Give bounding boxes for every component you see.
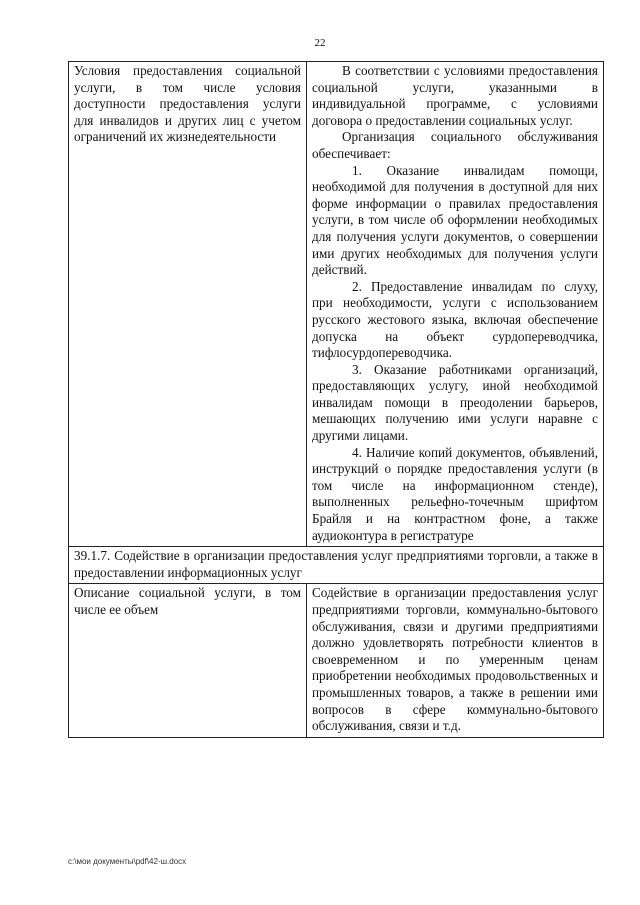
row-label-description: Описание социальной услуги, в том числе ее объем bbox=[69, 584, 307, 737]
paragraph-item-1: 1. Оказание инвалидам помощи, необходимой для получения в доступной для них форме информации о правилах предоставления услуги, в том числе об оформлении необходимых для получения услуги документов, о совершении ими других необходимых для получения услуги действий. bbox=[312, 162, 598, 278]
row-label-conditions: Условия предоставления социальной услуги, в том числе условия доступности предоставления услуги для инвалидов и других лиц с учетом ограничений их жизнедеятельности bbox=[69, 62, 307, 547]
paragraph-item-3: 3. Оказание работниками организаций, предоставляющих услугу, иной необходимой инвалидам помощи в преодолении барьеров, мешающих получению ими услуги наравне с другими лицами. bbox=[312, 361, 598, 444]
paragraph-item-4: 4. Наличие копий документов, объявлений, инструкций о порядке предоставления услуги (в том числе на информационном стенде), выполненных рельефно-точечным шрифтом Брайля и на контрастном фоне, а также аудиоконтура в регистратуре bbox=[312, 444, 598, 543]
table-row bbox=[69, 584, 604, 737]
paragraph-item-2: 2. Предоставление инвалидам по слуху, при необходимости, услуги с использованием русского жестового языка, включая обеспечение допуска на объект сурдопереводчика, тифлосурдопереводчика. bbox=[312, 278, 598, 361]
row-value-conditions bbox=[307, 62, 604, 547]
table-row bbox=[69, 547, 604, 584]
footer-file-path: c:\мои документы\pdf\42-ш.docx bbox=[68, 857, 187, 866]
table-row bbox=[69, 62, 604, 547]
page-number: 22 bbox=[314, 37, 326, 49]
paragraph-conditions-intro: В соответствии с условиями предоставления социальной услуги, указанными в индивидуальной программе, с условиями договора о предоставлении социальных услуг. bbox=[312, 63, 598, 128]
row-value-description: Содействие в организации предоставления услуг предприятиями торговли, коммунально-бытового обслуживания, связи и другими предприятиями должно удовлетворять потребности клиентов в своевременном и по умеренным ценам приобретении необходимых продовольственных и промышленных товаров, а также в решении ими вопросов в сфере коммунально-бытового обслуживания, связи и т.д. bbox=[307, 584, 604, 737]
section-heading: 39.1.7. Содействие в организации предоставления услуг предприятиями торговли, а также в предоставлении информационных услуг bbox=[69, 547, 604, 584]
paragraph-organization-provides: Организация социального обслуживания обеспечивает: bbox=[312, 129, 598, 161]
service-conditions-table bbox=[68, 61, 604, 738]
